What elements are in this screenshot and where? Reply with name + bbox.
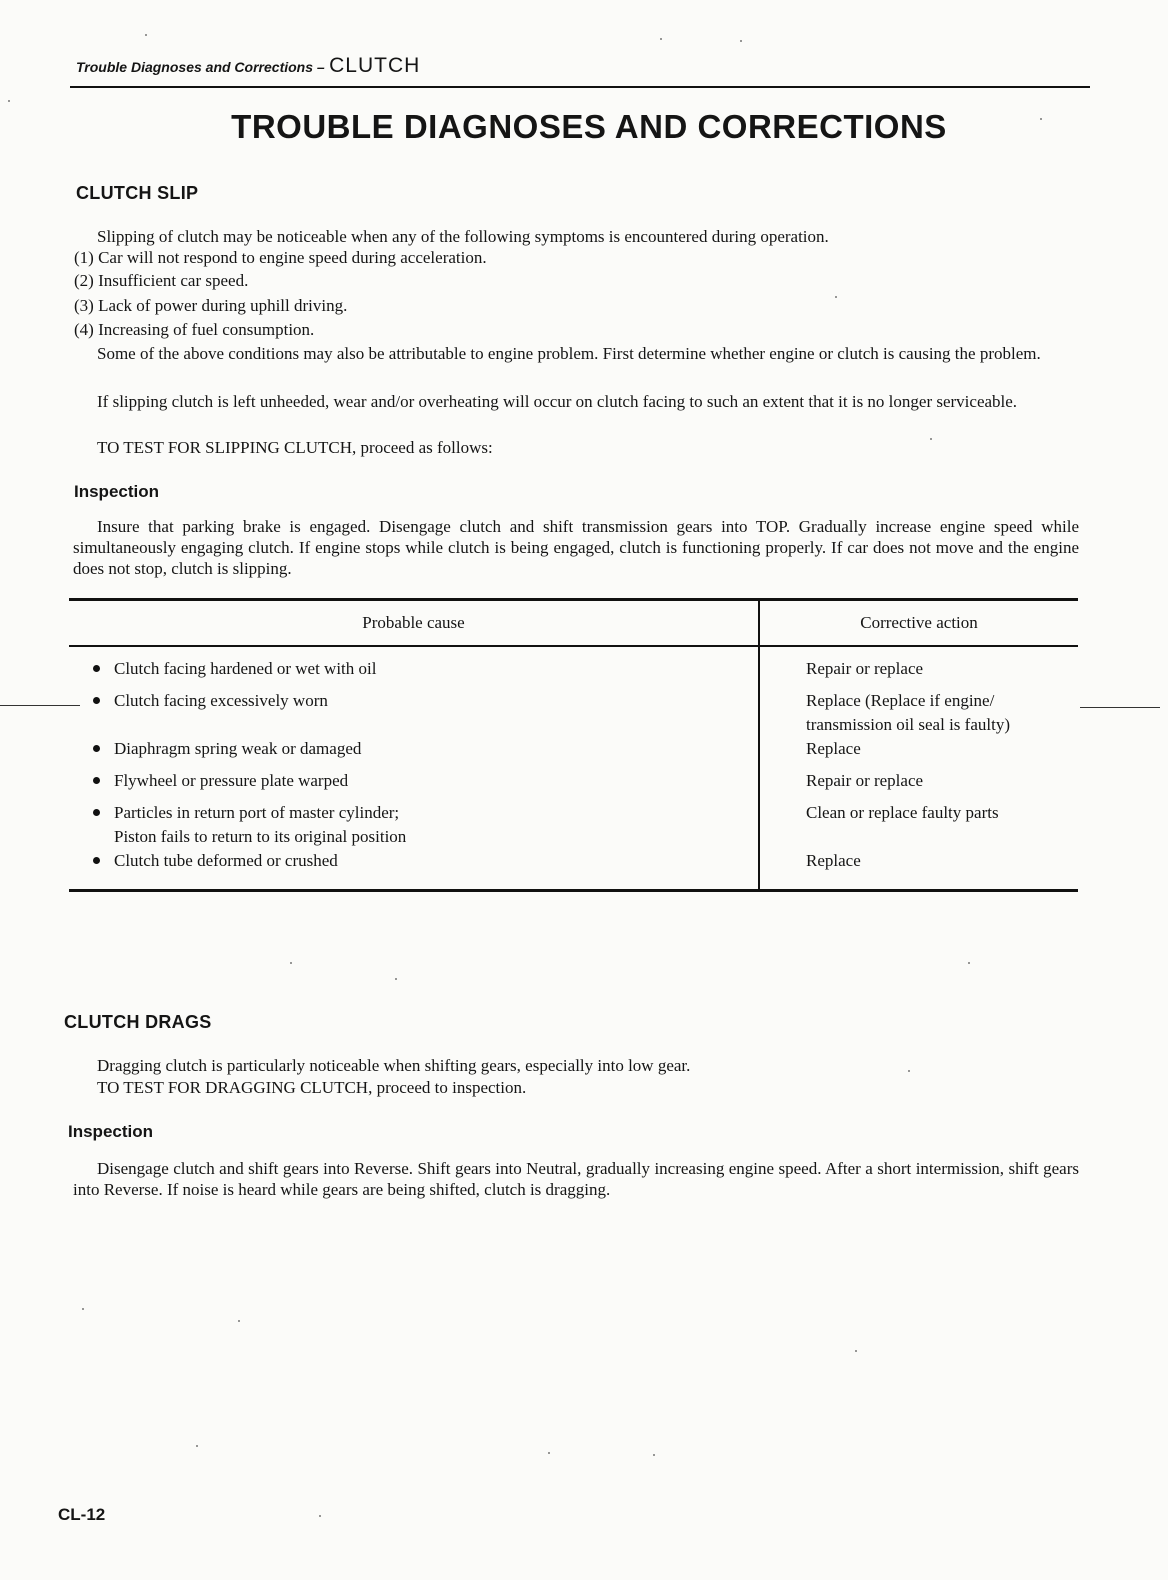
bullet-icon	[93, 745, 100, 752]
running-header-section: Trouble Diagnoses and Corrections –	[76, 59, 325, 75]
symptom-item: (2) Insufficient car speed.	[74, 271, 249, 290]
scan-speck	[1040, 118, 1042, 120]
scan-speck	[82, 1308, 84, 1310]
table-cell-cause: Diaphragm spring weak or damaged	[69, 737, 759, 769]
table-header-action: Corrective action	[759, 600, 1078, 647]
table-cell-action: Replace	[806, 739, 861, 758]
clutch-slip-intro: Slipping of clutch may be noticeable when any of the following symptoms is encountered during operation.	[97, 227, 829, 246]
table-cell-cause: Particles in return port of master cylinder; Piston fails to return to its original position	[69, 801, 759, 849]
table-row	[69, 646, 1078, 689]
table-row	[69, 689, 1078, 737]
scan-speck	[145, 34, 147, 36]
clutch-drags-heading: CLUTCH DRAGS	[64, 1012, 212, 1032]
symptom-item: (3) Lack of power during uphill driving.	[74, 296, 348, 315]
symptom-item: (1) Car will not respond to engine speed during acceleration.	[74, 248, 487, 267]
clutch-slip-inspection-text: Insure that parking brake is engaged. Disengage clutch and shift transmission gears into TOP. Gradually increase engine speed while simultaneously engaging clutch. If engine stops while clutch is being engaged, clutch is functioning properly. If car does not move and the engine does not stop, clutch is slipping.	[73, 517, 1079, 578]
page-title: TROUBLE DIAGNOSES AND CORRECTIONS	[231, 108, 947, 145]
scan-speck	[290, 962, 292, 964]
table-cell-cause: Clutch facing excessively worn	[69, 689, 759, 737]
clutch-slip-test-paragraph: TO TEST FOR SLIPPING CLUTCH, proceed as follows:	[97, 438, 493, 457]
bullet-icon	[93, 777, 100, 784]
clutch-drags-test-paragraph: TO TEST FOR DRAGGING CLUTCH, proceed to inspection.	[97, 1078, 527, 1097]
table-cell-cause: Clutch tube deformed or crushed	[69, 849, 759, 891]
table-row	[69, 769, 1078, 801]
scan-speck	[908, 1070, 910, 1072]
table-cell-action: Clean or replace faulty parts	[806, 803, 999, 822]
bullet-icon	[93, 665, 100, 672]
symptom-item: (4) Increasing of fuel consumption.	[74, 320, 315, 339]
table-row	[69, 801, 1078, 849]
clutch-slip-inspection-heading: Inspection	[74, 482, 160, 501]
scan-speck	[8, 100, 10, 102]
clutch-slip-heading: CLUTCH SLIP	[76, 183, 199, 203]
table-header-cause: Probable cause	[69, 600, 759, 647]
clutch-drags-inspection-heading: Inspection	[68, 1122, 154, 1141]
table-cell-cause: Clutch facing hardened or wet with oil	[69, 646, 759, 689]
running-header	[76, 54, 420, 78]
scan-speck	[855, 1350, 857, 1352]
scan-artifact-line	[1080, 707, 1160, 708]
table-cell-action: Replace	[759, 849, 1078, 891]
scan-speck	[653, 1454, 655, 1456]
scan-speck	[740, 40, 742, 42]
table-row	[69, 849, 1078, 891]
scan-speck	[835, 296, 837, 298]
page-number: CL-12	[58, 1505, 106, 1524]
bullet-icon	[93, 697, 100, 704]
table-cell-cause: Flywheel or pressure plate warped	[69, 769, 759, 801]
table-row	[69, 737, 1078, 769]
header-rule	[70, 86, 1090, 88]
clutch-slip-engine-paragraph: Some of the above conditions may also be attributable to engine problem. First determine whether engine or clutch is causing the problem.	[97, 344, 1041, 363]
clutch-drags-inspection-text: Disengage clutch and shift gears into Reverse. Shift gears into Neutral, gradually increasing engine speed. After a short intermission, shift gears into Reverse. If noise is heard while gears are being shifted, clutch is dragging.	[73, 1159, 1079, 1199]
clutch-slip-unheeded-paragraph: If slipping clutch is left unheeded, wear and/or overheating will occur on clutch facing to such an extent that it is no longer serviceable.	[97, 392, 1018, 411]
scan-speck	[548, 1452, 550, 1454]
scan-speck	[395, 978, 397, 980]
scan-speck	[238, 1320, 240, 1322]
table-cell-action: Replace (Replace if engine/ transmission oil seal is faulty)	[806, 691, 1010, 734]
probable-cause-table	[69, 598, 1078, 892]
table-cell-action: Repair or replace	[806, 771, 924, 790]
bullet-icon	[93, 809, 100, 816]
scan-speck	[660, 38, 662, 40]
clutch-drags-intro: Dragging clutch is particularly noticeable when shifting gears, especially into low gear.	[97, 1056, 691, 1075]
scan-speck	[968, 962, 970, 964]
table-header-row	[69, 600, 1078, 647]
scan-speck	[196, 1445, 198, 1447]
scan-speck	[319, 1515, 321, 1517]
table-cell-action: Repair or replace	[806, 659, 924, 678]
running-header-chapter: CLUTCH	[329, 54, 421, 77]
scan-speck	[930, 438, 932, 440]
scan-artifact-line	[0, 705, 80, 706]
bullet-icon	[93, 857, 100, 864]
